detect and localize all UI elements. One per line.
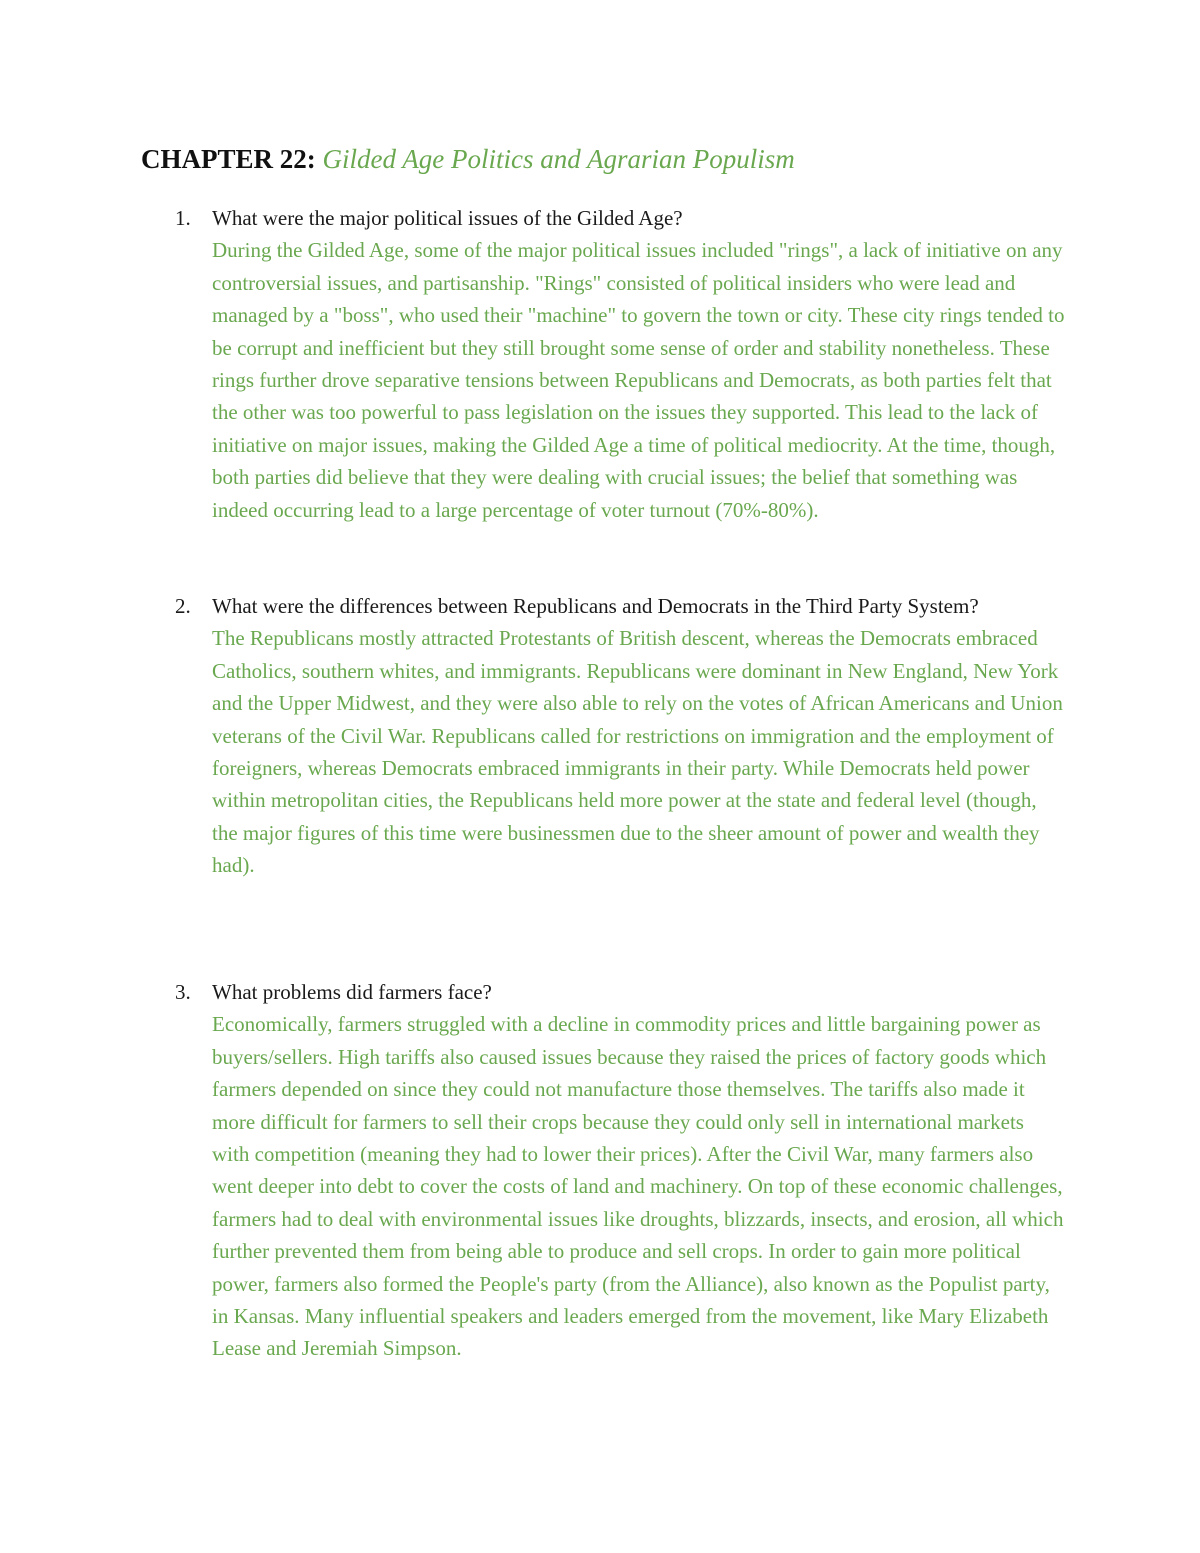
- answer-text: During the Gilded Age, some of the major political issues included "rings", a lack of initiative on any controversial issues, and partisanship. "Rings" consisted of political insiders who were lead and managed by a "boss", who used their "machine" to govern the town or city. These city rings tended to be corrupt and inefficient but they still brought some sense of order and stability nonetheless. These rings further drove separative tensions between Republicans and Democrats, as both parties felt that the other was too powerful to pass legislation on the issues they supported. This lead to the lack of initiative on major issues, making the Gilded Age a time of political mediocrity. At the time, though, both parties did believe that they were dealing with crucial issues; the belief that something was indeed occurring lead to a large percentage of voter turnout (70%-80%).: [212, 238, 1065, 522]
- question-body: [212, 202, 1065, 526]
- question-body: [212, 976, 1065, 1365]
- question-body: [212, 590, 1065, 882]
- question-number: 2.: [175, 594, 191, 618]
- answer-text: Economically, farmers struggled with a decline in commodity prices and little bargaining power as buyers/sellers. High tariffs also caused issues because they raised the prices of factory goods which farmers depended on since they could not manufacture those themselves. The tariffs also made it more difficult for farmers to sell their crops because they could only sell in international markets with competition (meaning they had to lower their prices). After the Civil War, many farmers also went deeper into debt to cover the costs of land and machinery. On top of these economic challenges, farmers had to deal with environmental issues like droughts, blizzards, insects, and erosion, all which further prevented them from being able to produce and sell crops. In order to gain more political power, farmers also formed the People's party (from the Alliance), also known as the Populist party, in Kansas. Many influential speakers and leaders emerged from the movement, like Mary Elizabeth Lease and Jeremiah Simpson.: [212, 1012, 1064, 1361]
- question-text: What were the major political issues of the Gilded Age?: [212, 206, 683, 230]
- question-number: 3.: [175, 980, 191, 1004]
- question-number: 1.: [175, 206, 191, 230]
- chapter-label: CHAPTER 22:: [141, 144, 316, 174]
- question-text: What were the differences between Republicans and Democrats in the Third Party System?: [212, 594, 979, 618]
- chapter-title: [141, 141, 795, 177]
- chapter-subtitle: Gilded Age Politics and Agrarian Populism: [322, 144, 795, 174]
- answer-text: The Republicans mostly attracted Protestants of British descent, whereas the Democrats embraced Catholics, southern whites, and immigrants. Republicans were dominant in New England, New York and the Upper Midwest, and they were also able to rely on the votes of African Americans and Union veterans of the Civil War. Republicans called for restrictions on immigration and the employment of foreigners, whereas Democrats embraced immigrants in their party. While Democrats held power within metropolitan cities, the Republicans held more power at the state and federal level (though, the major figures of this time were businessmen due to the sheer amount of power and wealth they had).: [212, 626, 1063, 878]
- question-item-2: [175, 590, 1065, 882]
- question-item-1: [175, 202, 1065, 526]
- question-text: What problems did farmers face?: [212, 980, 492, 1004]
- question-item-3: [175, 976, 1065, 1365]
